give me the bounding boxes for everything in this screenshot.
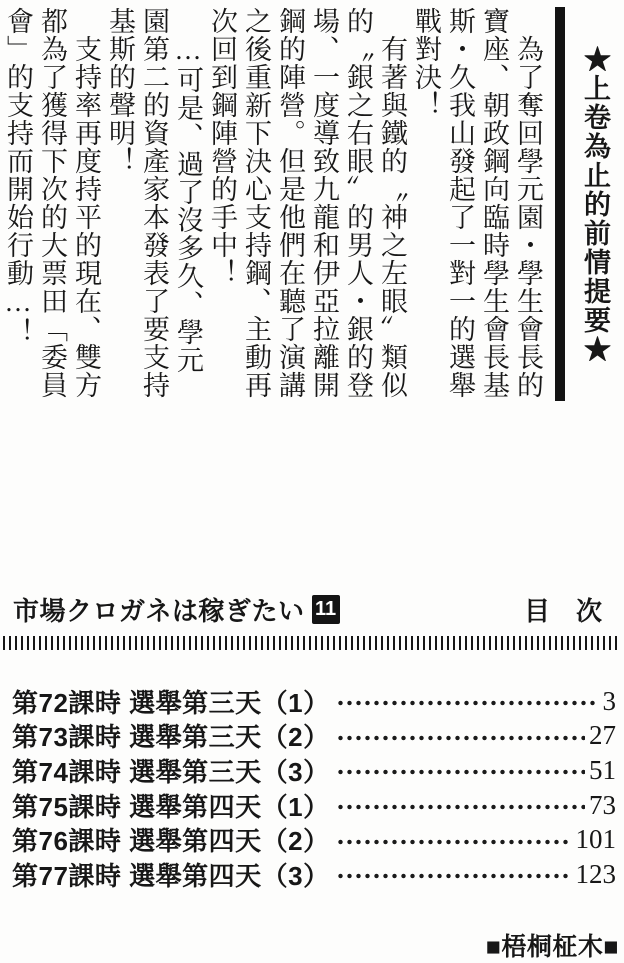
chapter-label: 第77課時 選舉第四天（3）: [12, 860, 330, 891]
summary-heading: ★上卷為止的前情提要★: [555, 7, 617, 401]
previous-volume-summary: [1, 7, 617, 401]
page-number: 73: [589, 789, 616, 820]
volume-number-badge: 11: [312, 595, 340, 624]
page-number: 101: [575, 824, 616, 855]
page-number: 123: [575, 858, 616, 889]
toc-entry: [12, 788, 616, 823]
chapter-label: 第73課時 選舉第三天（2）: [12, 722, 330, 753]
hatched-divider: [3, 636, 617, 650]
author-credit: ■梧桐柾木■: [485, 933, 619, 961]
dot-leader: [336, 804, 585, 810]
page-number: 51: [589, 754, 616, 785]
toc-entry-list: [12, 684, 616, 892]
chapter-label: 第75課時 選舉第四天（1）: [12, 791, 330, 822]
toc-entry: [12, 753, 616, 788]
summary-paragraph: …可是、過了沒多久、學元園第二的資產家本發表了要支持基斯的聲明！: [105, 7, 203, 399]
dot-leader: [336, 839, 572, 845]
chapter-label: 第76課時 選舉第四天（2）: [12, 826, 330, 857]
toc-entry: [12, 684, 616, 719]
dot-leader: [336, 769, 585, 775]
summary-paragraph: 有著與鐵的〝神之左眼〞類似的〝銀之右眼〞的男人・銀的登場、一度導致九龍和伊亞拉離開鋼的陣營。但是他們在聽了演講之後重新下決心支持鋼、主動再次回到鋼陣營的手中！: [207, 7, 407, 399]
page-number: 27: [589, 720, 616, 751]
chapter-label: 第72課時 選舉第三天（1）: [12, 687, 330, 718]
summary-paragraph: 支持率再度持平的現在、雙方都為了獲得下次的大票田「委員會」的支持而開始行動…！: [3, 7, 101, 399]
dot-leader: [336, 873, 572, 879]
toc-heading: 目 次: [523, 596, 602, 626]
toc-entry: [12, 822, 616, 857]
summary-paragraph: 為了奪回學元園・學生會長的寶座、朝政鋼向臨時學生會長基斯・久我山發起了一對一的選舉戰對決！: [411, 7, 543, 399]
summary-text: [1, 7, 545, 400]
toc-entry: [12, 719, 616, 754]
chapter-label: 第74課時 選舉第三天（3）: [12, 756, 330, 787]
page-number: 3: [602, 685, 616, 716]
dot-leader: [336, 735, 585, 741]
toc-header: [13, 591, 602, 628]
dot-leader: [336, 700, 599, 706]
toc-entry: [12, 857, 616, 892]
series-title: 市場クロガネは稼ぎたい: [13, 596, 305, 626]
